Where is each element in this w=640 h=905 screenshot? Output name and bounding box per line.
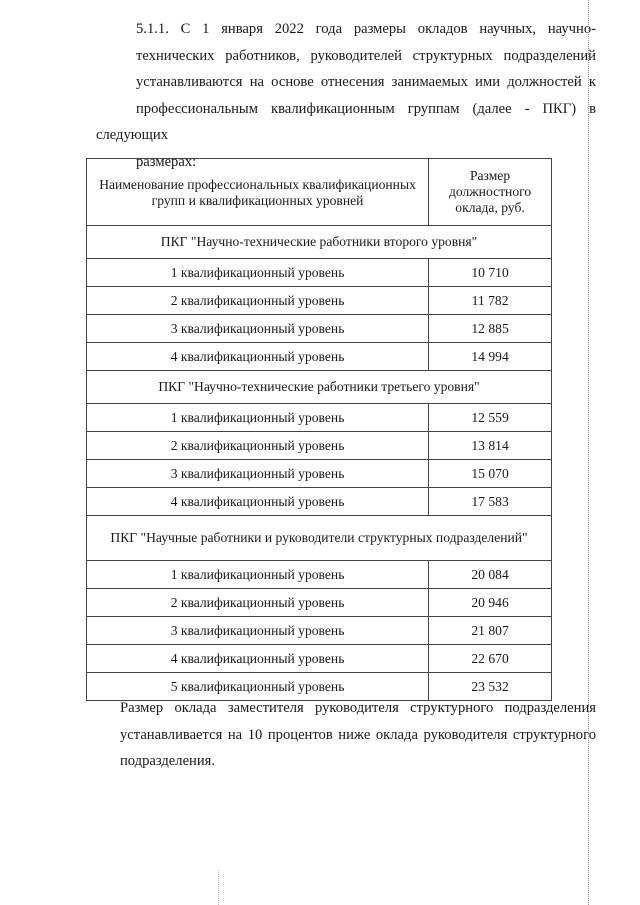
level-cell: 1 квалификационный уровень: [87, 561, 429, 589]
outro-line: подразделения.: [120, 753, 216, 769]
table-row: [87, 561, 552, 589]
header-size-cell: Размер должностного оклада, руб.: [429, 159, 552, 226]
intro-paragraph: [96, 16, 596, 175]
salary-cell: 13 814: [429, 432, 552, 460]
table-header-row: [87, 159, 552, 226]
salary-cell: 14 994: [429, 343, 552, 371]
salary-cell: 10 710: [429, 259, 552, 287]
table-row: [87, 259, 552, 287]
table-row: [87, 617, 552, 645]
level-cell: 3 квалификационный уровень: [87, 460, 429, 488]
level-cell: 4 квалификационный уровень: [87, 343, 429, 371]
level-cell: 3 квалификационный уровень: [87, 315, 429, 343]
salary-cell: 23 532: [429, 673, 552, 701]
salary-cell: 21 807: [429, 617, 552, 645]
intro-line: размерах:: [136, 153, 197, 170]
group-title: ПКГ "Научно-технические работники третьего уровня": [87, 371, 552, 404]
level-cell: 2 квалификационный уровень: [87, 432, 429, 460]
salary-cell: 17 583: [429, 488, 552, 516]
salary-cell: 12 559: [429, 404, 552, 432]
level-cell: 2 квалификационный уровень: [87, 589, 429, 617]
group-title-row: [87, 516, 552, 561]
outro-line: устанавливается на 10 процентов ниже оклада руководителя структурного: [120, 726, 596, 743]
salary-cell: 15 070: [429, 460, 552, 488]
outro-paragraph: [84, 695, 596, 775]
table-row: [87, 645, 552, 673]
table-row: [87, 315, 552, 343]
group-title: ПКГ "Научные работники и руководители структурных подразделений": [87, 516, 552, 561]
table-row: [87, 343, 552, 371]
level-cell: 4 квалификационный уровень: [87, 488, 429, 516]
salary-cell: 11 782: [429, 287, 552, 315]
table-row: [87, 460, 552, 488]
group-title: ПКГ "Научно-технические работники второго уровня": [87, 226, 552, 259]
level-cell: 1 квалификационный уровень: [87, 404, 429, 432]
level-cell: 5 квалификационный уровень: [87, 673, 429, 701]
header-name-cell: Наименование профессиональных квалификационных групп и квалификационных уровней: [87, 159, 429, 226]
intro-line: устанавливаются на основе отнесения занимаемых ими должностей к: [136, 74, 596, 90]
scan-mark: [218, 870, 219, 905]
group-title-row: [87, 226, 552, 259]
salary-cell: 20 946: [429, 589, 552, 617]
intro-line: профессиональным квалификационным группам (далее - ПКГ) в следующих: [96, 100, 596, 143]
level-cell: 1 квалификационный уровень: [87, 259, 429, 287]
level-cell: 2 квалификационный уровень: [87, 287, 429, 315]
salary-cell: 12 885: [429, 315, 552, 343]
table-row: [87, 488, 552, 516]
salary-table: [86, 158, 552, 701]
table-row: [87, 404, 552, 432]
salary-cell: 20 084: [429, 561, 552, 589]
group-title-row: [87, 371, 552, 404]
level-cell: 3 квалификационный уровень: [87, 617, 429, 645]
scan-edge-line: [588, 0, 589, 905]
table-row: [87, 432, 552, 460]
table-row: [87, 589, 552, 617]
level-cell: 4 квалификационный уровень: [87, 645, 429, 673]
intro-line: технических работников, руководителей структурных подразделений: [136, 47, 596, 64]
salary-cell: 22 670: [429, 645, 552, 673]
table-row: [87, 287, 552, 315]
outro-line: Размер оклада заместителя руководителя структурного подразделения: [120, 700, 596, 716]
intro-line: 5.1.1. С 1 января 2022 года размеры окладов научных, научно-: [136, 21, 596, 37]
